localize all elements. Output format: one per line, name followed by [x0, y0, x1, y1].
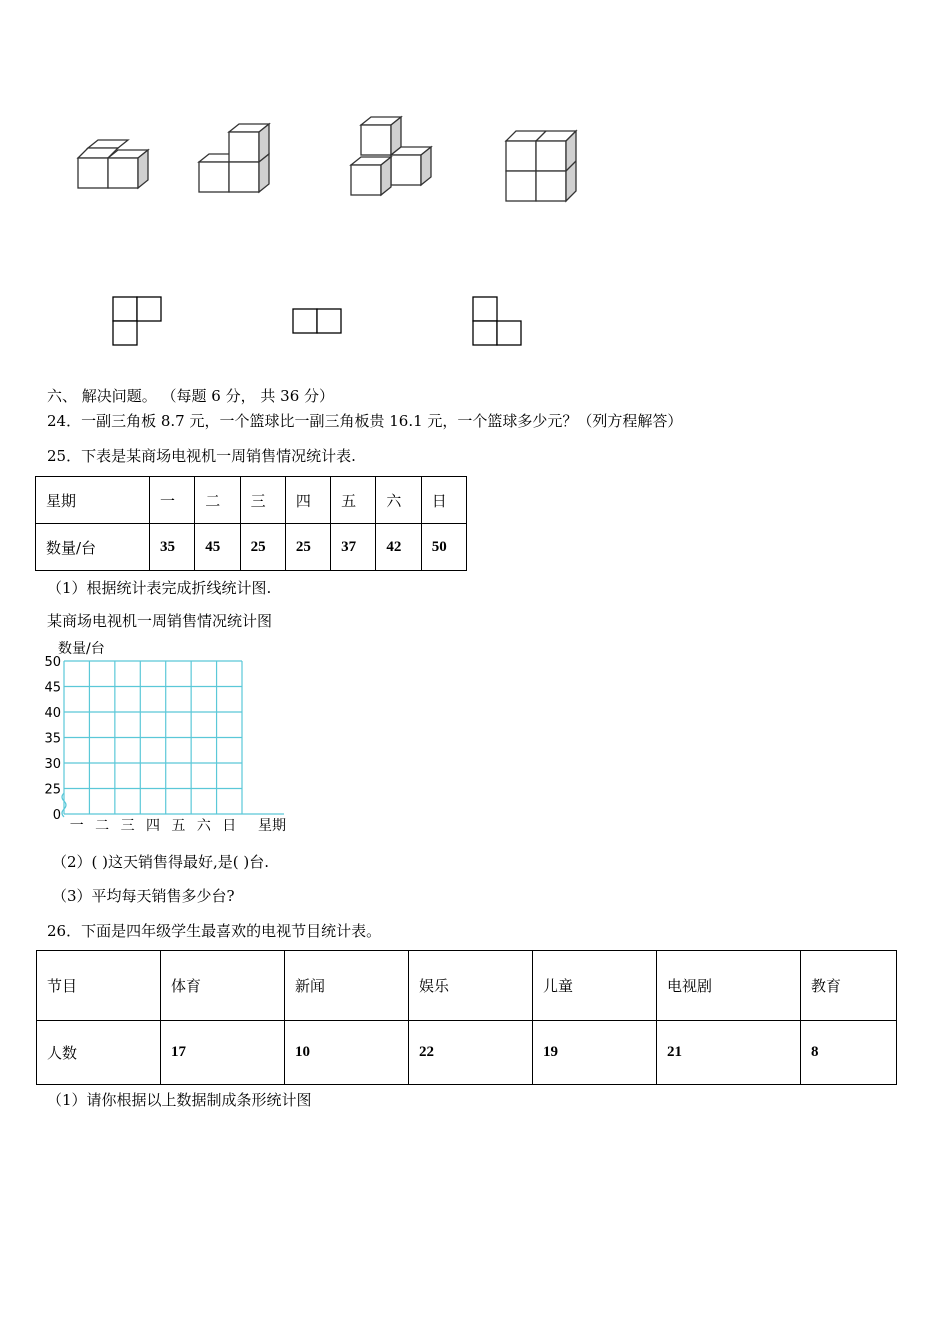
day-cell: 六	[376, 477, 421, 524]
cube-figures	[0, 100, 950, 360]
question-25-part-1: （1）根据统计表完成折线统计图.	[47, 579, 272, 597]
chart-grid	[64, 661, 284, 814]
cube-figure-2	[199, 124, 269, 192]
question-25-part-2: （2）( )这天销售得最好,是( )台.	[52, 853, 270, 871]
value-cell: 21	[657, 1021, 801, 1085]
program-cell: 新闻	[285, 951, 409, 1021]
day-cell: 一	[150, 477, 195, 524]
y-tick-label: 50	[44, 655, 61, 670]
day-cell: 日	[421, 477, 466, 524]
view-shape-2	[293, 309, 341, 333]
table-row	[37, 951, 897, 1021]
day-cell: 四	[285, 477, 330, 524]
value-cell: 10	[285, 1021, 409, 1085]
x-tick-label: 一	[69, 818, 84, 834]
y-tick-label: 35	[44, 731, 61, 747]
question-24: 24．一副三角板 8.7 元，一个篮球比一副三角板贵 16.1 元，一个篮球多少元？（列方程解答）	[47, 412, 683, 430]
view-shape-1	[113, 297, 161, 345]
x-tick-label: 五	[171, 818, 186, 834]
program-cell: 儿童	[533, 951, 657, 1021]
day-cell: 五	[331, 477, 376, 524]
y-tick-label: 30	[44, 757, 61, 772]
cube-figure-4	[506, 131, 576, 201]
table-row	[36, 524, 467, 571]
table-row	[36, 477, 467, 524]
y-tick-label: 40	[44, 706, 61, 721]
value-cell: 37	[331, 524, 376, 571]
x-tick-label: 二	[95, 818, 110, 834]
value-cell: 25	[240, 524, 285, 571]
question-25-part-3: （3）平均每天销售多少台?	[52, 887, 235, 905]
question-26-part-1: （1）请你根据以上数据制成条形统计图	[47, 1091, 312, 1109]
chart-x-label: 星期	[258, 818, 286, 834]
value-cell: 50	[421, 524, 466, 571]
value-cell: 8	[801, 1021, 897, 1085]
value-cell: 45	[195, 524, 240, 571]
line-chart	[30, 655, 310, 840]
table-header-cell: 节目	[37, 951, 161, 1021]
program-cell: 体育	[161, 951, 285, 1021]
x-tick-label: 四	[146, 818, 160, 834]
value-cell: 19	[533, 1021, 657, 1085]
day-cell: 三	[240, 477, 285, 524]
cube-figure-3	[351, 117, 431, 195]
value-cell: 25	[285, 524, 330, 571]
chart-title: 某商场电视机一周销售情况统计图	[47, 612, 273, 630]
y-tick-label: 0	[52, 808, 61, 823]
cube-figure-1	[78, 140, 148, 188]
value-cell: 42	[376, 524, 421, 571]
tv-program-table	[36, 950, 897, 1085]
table-header-cell: 人数	[37, 1021, 161, 1085]
question-25-intro: 25．下表是某商场电视机一周销售情况统计表.	[47, 447, 356, 465]
chart-x-ticks	[70, 818, 237, 834]
chart-y-label: 数量/台	[58, 641, 105, 657]
program-cell: 教育	[801, 951, 897, 1021]
program-cell: 娱乐	[409, 951, 533, 1021]
day-cell: 二	[195, 477, 240, 524]
tv-sales-table	[35, 476, 467, 571]
program-cell: 电视剧	[657, 951, 801, 1021]
table-header-cell: 星期	[36, 477, 150, 524]
value-cell: 22	[409, 1021, 533, 1085]
value-cell: 17	[161, 1021, 285, 1085]
chart-y-ticks	[44, 655, 61, 823]
value-cell: 35	[150, 524, 195, 571]
table-header-cell: 数量/台	[36, 524, 150, 571]
y-tick-label: 25	[44, 782, 61, 798]
x-tick-label: 日	[222, 818, 237, 834]
table-row	[37, 1021, 897, 1085]
x-tick-label: 六	[196, 818, 211, 834]
view-shape-3	[473, 297, 521, 345]
question-26-intro: 26．下面是四年级学生最喜欢的电视节目统计表。	[47, 922, 382, 940]
y-tick-label: 45	[44, 680, 61, 696]
section-heading: 六、 解决问题。 （每题 6 分， 共 36 分）	[47, 387, 335, 405]
x-tick-label: 三	[120, 818, 135, 834]
